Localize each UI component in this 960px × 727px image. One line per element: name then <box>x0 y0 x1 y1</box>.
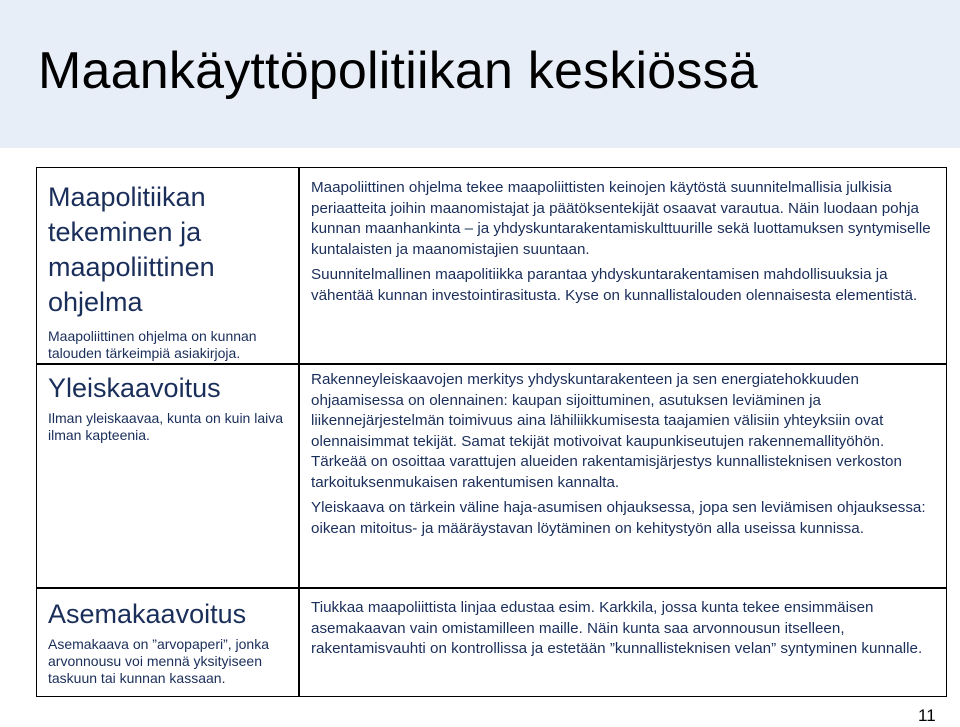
row-subtext: Ilman yleiskaavaa, kunta on kuin laiva ilman kapteenia. <box>48 410 284 443</box>
row-subtext: Maapoliittinen ohjelma on kunnan talouden tärkeimpiä asiakirjoja. <box>48 328 257 361</box>
body-paragraph: Yleiskaava on tärkein väline haja-asumisen ohjauksessa, jopa sen leviämisen ohjauksessa: oikean mitoitus- ja määräystavan löytäminen on kehitystyön alla useissa kunnissa. <box>311 499 926 537</box>
row-body-cell-yleiskaavoitus <box>311 370 941 539</box>
slide-title: Maankäyttöpolitiikan keskiössä <box>38 42 758 100</box>
row-heading: Maapolitiikan tekeminen ja maapoliittinen ohjelma <box>48 182 215 317</box>
row-heading: Yleiskaavoitus <box>48 373 221 403</box>
body-paragraph: Suunnitelmallinen maapolitiikka parantaa yhdyskuntarakentamisen mahdollisuuksia ja vähentää kunnan investointirasitusta. Kyse on kunnallistalouden olennaisesta elementistä. <box>311 266 918 304</box>
body-paragraph: Maapoliittinen ohjelma tekee maapoliittisten keinojen käytöstä suunnitelmallisia julkisia periaatteita joihin maanomistajat ja päätöksentekijät osaavat varautua. Näin luodaan pohja kunnan maanhankinta – ja yhdyskuntarakentamiskulttuurille sekä luottamuksen syntymiselle kuntalaisten ja maanomistajien suuntaan. <box>311 179 931 258</box>
body-paragraph: Rakenneyleiskaavojen merkitys yhdyskuntarakenteen ja sen energiatehokkuuden ohjaamisessa on olennainen: kaupan sijoittuminen, asutuksen leviäminen ja liikennejärjestelmän toimivuus aina lähiliikkumisesta taajamien välisiin yhteyksiin ovat olennaisimmat tekijät. Samat tekijät motivoivat kaupunkiseutujen rakennemallityöhön. Tärkeää on osoittaa varattujen alueiden rakentamisjärjestys kunnallisteknisen verkoston tarkoituksenmukaisen rakentumisen kannalta. <box>311 371 902 491</box>
row-divider <box>36 587 947 589</box>
row-divider <box>36 363 947 365</box>
row-heading: Asemakaavoitus <box>48 599 247 629</box>
row-heading-cell-yleiskaavoitus <box>48 371 288 444</box>
row-heading-cell-asemakaavoitus <box>48 597 288 687</box>
body-paragraph: Tiukkaa maapoliittista linjaa edustaa esim. Karkkila, jossa kunta tekee ensimmäisen asemakaavan vain omistamilleen maille. Näin kunta saa arvonnousun itselleen, rakentamisvauhti on kontrollissa ja estetään ”kunnallisteknisen velan” syntyminen kunnalle. <box>311 599 923 657</box>
row-body-cell-maapolitiikka <box>311 178 941 306</box>
column-divider <box>298 167 300 697</box>
row-body-cell-asemakaavoitus <box>311 598 941 660</box>
row-subtext: Asemakaava on ”arvopaperi”, jonka arvonnousu voi mennä yksityiseen taskuun tai kunnan kassaan. <box>48 636 270 686</box>
row-heading-cell-maapolitiikka <box>48 180 288 362</box>
page-number: 11 <box>918 706 936 725</box>
